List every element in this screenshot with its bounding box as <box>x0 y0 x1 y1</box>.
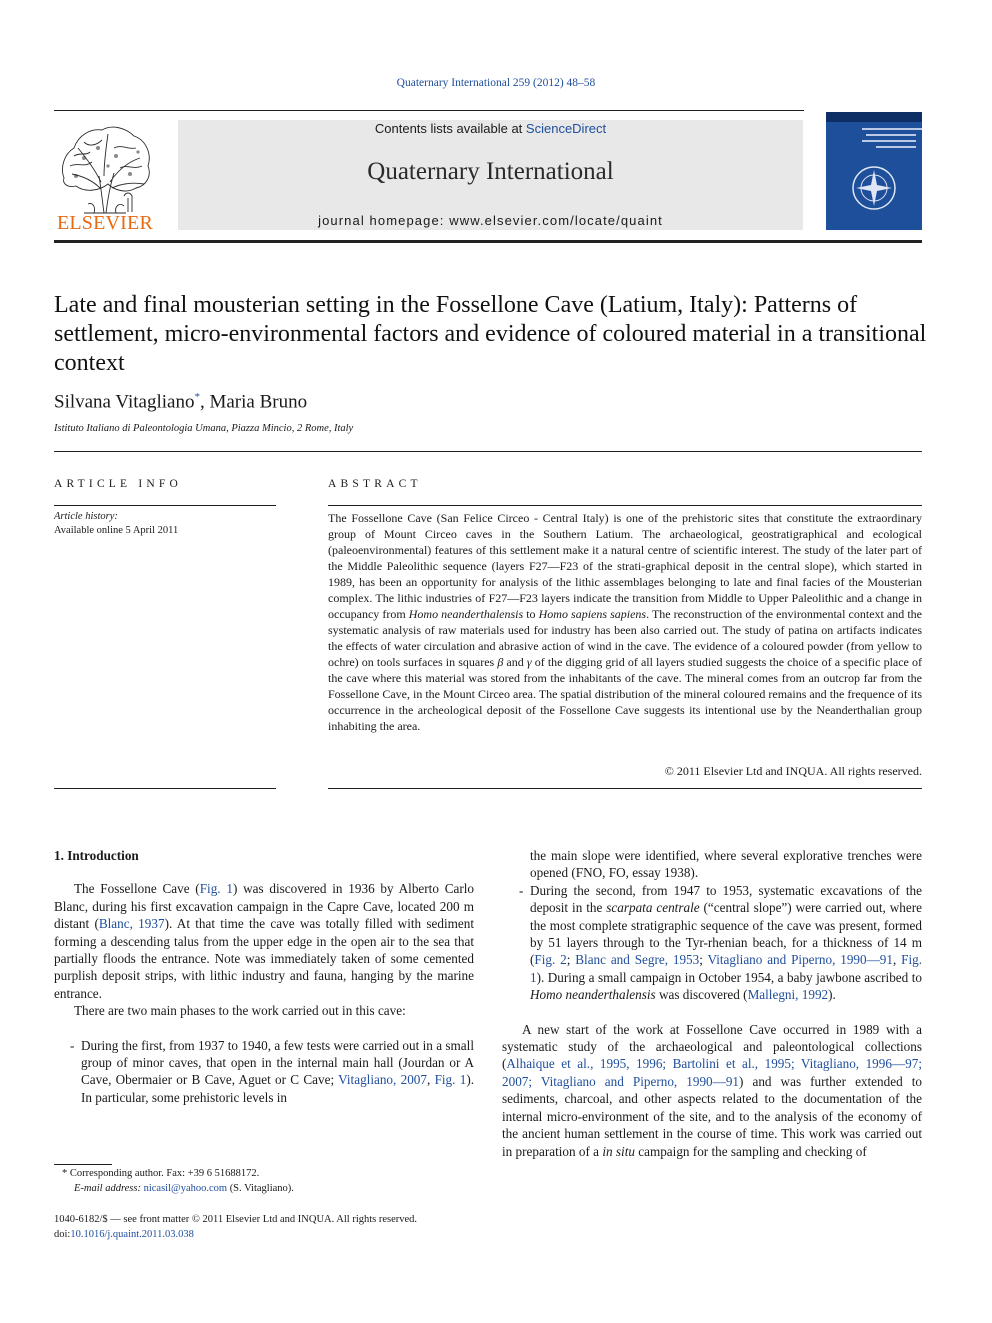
list-item: - During the first, from 1937 to 1940, a few tests were carried out in a small group of minor caves, that open in the internal main hall (Jourdan or A Cave, Obermaier or B Cave, Aguet or C Cave; Vitagliano, 2007, Fig. 1). In particular, some prehistoric levels in <box>70 1037 475 1105</box>
doi-label: doi: <box>54 1229 71 1240</box>
body-column-right <box>502 847 922 1160</box>
contents-prefix: Contents lists available at <box>374 121 523 136</box>
journal-homepage <box>178 213 803 228</box>
journal-reference-link[interactable]: Quaternary International 259 (2012) 48–58 <box>396 77 596 89</box>
footnote: * Corresponding author. Fax: +39 6 51688172. E-mail address: nicasil@yahoo.com (S. Vitagliano). <box>62 1168 294 1194</box>
citation-link[interactable]: Blanc and Segre, 1953 <box>575 952 700 968</box>
article-title: Late and final mousterian setting in the Fossellone Cave (Latium, Italy): Patterns of settlement, micro-environmental factors and evidence of coloured material in a transitional context <box>54 292 927 376</box>
footnote-rule <box>54 1164 112 1165</box>
header-bottom-rule <box>54 240 922 243</box>
email-link[interactable]: nicasil@yahoo.com <box>143 1183 228 1194</box>
corresponding-author-mark[interactable]: * <box>194 391 200 403</box>
history-value: Available online 5 April 2011 <box>54 525 179 536</box>
section-divider <box>54 451 922 452</box>
citation-link[interactable]: Blanc, 1937 <box>98 916 165 932</box>
homepage-url[interactable]: www.elsevier.com/locate/quaint <box>449 213 663 228</box>
citation-link[interactable]: Vitagliano and Piperno, 1990—91 <box>707 952 893 968</box>
figure-ref-link[interactable]: Fig. 1 <box>434 1072 467 1088</box>
section-heading-introduction: 1. Introduction <box>54 848 139 863</box>
figure-ref-link[interactable]: Fig. 2 <box>534 952 567 968</box>
article-history <box>54 510 178 538</box>
author-name: Maria Bruno <box>209 391 308 413</box>
author-name: Silvana Vitagliano <box>54 391 195 413</box>
article-info-rule <box>54 505 276 506</box>
citation-link[interactable]: Mallegni, 1992 <box>747 987 829 1003</box>
sciencedirect-link[interactable]: ScienceDirect <box>525 121 607 136</box>
elsevier-wordmark: ELSEVIER <box>56 212 154 234</box>
list-item: - During the second, from 1947 to 1953, systematic excavations of the deposit in the scarpata centrale (“central slope”) were carried out, where the most complete stratigraphic sequence of the cave was present, formed by 51 layers through to the Tyr-rhenian beach, for a thickness of 14 m (Fig. 2; Blanc and Segre, 1953; Vitagliano and Piperno, 1990—91, Fig. 1). During a small campaign in October 1954, a baby jawbone ascribed to Homo neanderthalensis was discovered (Mallegni, 1992). <box>519 882 923 1003</box>
header-top-rule <box>54 110 804 111</box>
history-label: Article history: <box>54 511 118 522</box>
abstract-heading: ABSTRACT <box>328 478 422 490</box>
page-footer <box>54 1212 417 1242</box>
abstract-rule <box>328 505 922 506</box>
abstract-bottom-rule <box>328 788 922 789</box>
article-info-heading: ARTICLE INFO <box>54 478 182 490</box>
email-label: E-mail address: <box>74 1183 141 1194</box>
affiliation: Istituto Italiano di Paleontologia Umana, Piazza Mincio, 2 Rome, Italy <box>54 423 354 434</box>
citation-link[interactable]: Vitagliano, 2007 <box>338 1072 427 1088</box>
figure-ref-link[interactable]: Fig. 1 <box>530 952 923 985</box>
article-info-bottom-rule <box>54 788 276 789</box>
journal-reference[interactable] <box>0 77 992 89</box>
journal-name: Quaternary International <box>367 158 614 185</box>
body-column-left <box>54 847 474 1106</box>
cover-emblem-icon <box>850 164 898 212</box>
contents-line <box>178 121 803 136</box>
abstract-copyright: © 2011 Elsevier Ltd and INQUA. All rights reserved. <box>664 764 922 778</box>
author-list <box>54 391 307 413</box>
homepage-prefix: journal homepage: <box>318 213 445 228</box>
footnote-mark: * <box>62 1168 68 1179</box>
intro-paragraph: A new start of the work at Fossellone Cave occurred in 1989 with a systematic study of the archaeological and paleontological collections (Alhaique et al., 1995, 1996; Bartolini et al., 1995; Vitagliano, 1996—97; 2007; Vitagliano and Piperno, 1990—91) and was further extended to sediments, charcoal, and other aspects related to the documentation of the internal micro-environment of the site, and to the analysis of the economy of the ancient human settlement in the course of time. This work was carried out in preparation of a in situ campaign for the sampling and checking of <box>502 1021 922 1159</box>
journal-cover-thumbnail[interactable] <box>826 112 922 230</box>
citation-link[interactable]: Alhaique et al., 1995, 1996; Bartolini et al., 1995; Vitagliano, 1996—97; 2007; Vitagliano and Piperno, 1990—91 <box>502 1056 922 1089</box>
intro-paragraph: There are two main phases to the work carried out in this cave: <box>74 1003 406 1019</box>
abstract-text: The Fossellone Cave (San Felice Circeo - Central Italy) is one of the prehistoric sites that constitute the extraordinary group of Mount Circeo caves in the Southern Latium. The archaeological, geostratigraphical and ecological (paleoenvironmental) features of this settlement make it a natural centre of scientific interest. The study of the later part of the Middle Paleolithic sequence (layers F27—F23 of the strati-graphical deposit in the central slope), which started in 1989, has been an opportunity for analysis of the lithic assemblages belonging to late and final facies of the Mousterian complex. The lithic industries of F27—F23 layers indicate the transition from Middle to Upper Paleolithic and a change in occupancy from Homo neanderthalensis to Homo sapiens sapiens. The reconstruction of the environmental context and the systematic analysis of raw materials used for industry has been also carried out. The study of patina on artifacts indicates the effects of water circulation and abrasive action of wind in the cave. The evidence of a coloured powder (from yellow to ochre) on tools surfaces in squares β and γ of the digging grid of all layers studied suggests the choice of a specific place of the cave where this material was stored from the inhabitants of the cave. The mineral comes from an outcrop far from the Fossellone Cave, in the Mount Circeo area. The spatial distribution of the mineral coloured remains and the frequence of its occurrence in the archeological deposit of the Fossellone Cave suggests its intentional use by the Neanderthalian group inhabiting the area. <box>328 511 922 733</box>
figure-ref-link[interactable]: Fig. 1 <box>199 881 233 897</box>
intro-paragraph: The Fossellone Cave (Fig. 1) was discovered in 1936 by Alberto Carlo Blanc, during his first excavation campaign in the Capre Cave, located 200 m distant (Blanc, 1937). At that time the cave was totally filled with sediment forming a descending talus from the upper edge in the open air to the sea that partially floods the entrance. Note was immediately taken of some cemented purplish deposit strips, with lithic industry and fauna, hanging by the marine entrance. <box>54 881 475 1001</box>
list-item-continued: the main slope were identified, where several explorative trenches were opened (FNO, FO, essay 1938). <box>530 848 922 881</box>
author-separator: , <box>199 391 210 413</box>
front-matter-line: 1040-6182/$ — see front matter © 2011 Elsevier Ltd and INQUA. All rights reserved. <box>54 1214 418 1225</box>
doi-link[interactable]: 10.1016/j.quaint.2011.03.038 <box>70 1229 194 1240</box>
